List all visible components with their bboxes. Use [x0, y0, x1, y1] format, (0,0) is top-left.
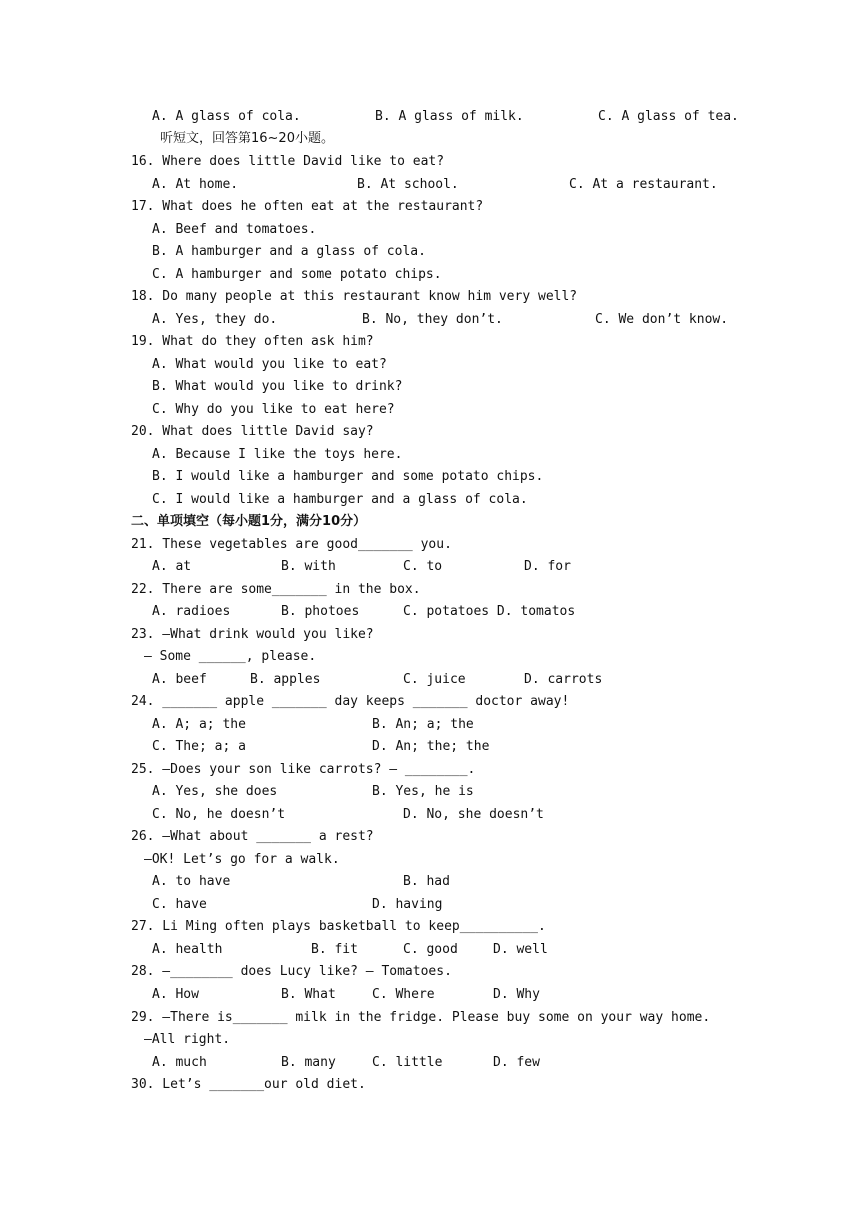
question-16: 16. Where does little David like to eat?	[131, 154, 445, 169]
option-b: B. photoes	[281, 604, 360, 619]
option-b: B. apples	[250, 672, 321, 687]
option-d: D. well	[493, 942, 548, 957]
option-c: C. Where	[372, 987, 435, 1002]
option-b: B. many	[281, 1055, 336, 1070]
option-b: B. What would you like to drink?	[152, 379, 403, 394]
option-c: C. juice	[403, 672, 466, 687]
option-a: A. health	[152, 942, 223, 957]
option-c: C. At a restaurant.	[569, 177, 718, 192]
option-d: D. No, she doesn’t	[403, 807, 544, 822]
question-28: 28. —________ does Lucy like? — Tomatoes.	[131, 964, 452, 979]
option-b: B. A glass of milk.	[375, 109, 524, 124]
dialogue-line: —All right.	[144, 1032, 231, 1047]
option-a: A. A; a; the	[152, 717, 246, 732]
option-b: B. Yes, he is	[372, 784, 474, 799]
option-c: C. A glass of tea.	[598, 109, 739, 124]
option-c: C. We don’t know.	[595, 312, 729, 327]
option-b: B. fit	[311, 942, 358, 957]
dialogue-line: — Some ______, please.	[144, 649, 317, 664]
question-17: 17. What does he often eat at the restaurant?	[131, 199, 484, 214]
option-d: D. Why	[493, 987, 540, 1002]
option-c: C. Why do you like to eat here?	[152, 402, 395, 417]
option-a: A. At home.	[152, 177, 239, 192]
option-a: A. Beef and tomatoes.	[152, 222, 317, 237]
option-d: D. having	[372, 897, 443, 912]
option-d: D. for	[524, 559, 571, 574]
question-19: 19. What do they often ask him?	[131, 334, 374, 349]
option-a: A. Because I like the toys here.	[152, 447, 403, 462]
option-d: D. An; the; the	[372, 739, 490, 754]
option-c: C. I would like a hamburger and a glass of cola.	[152, 492, 528, 507]
question-30: 30. Let’s _______our old diet.	[131, 1077, 366, 1092]
option-b: B. had	[403, 874, 450, 889]
question-23: 23. —What drink would you like?	[131, 627, 374, 642]
option-a: A. beef	[152, 672, 207, 687]
question-21: 21. These vegetables are good_______ you.	[131, 537, 452, 552]
question-20: 20. What does little David say?	[131, 424, 374, 439]
option-c: C. little	[372, 1055, 443, 1070]
option-a: A. How	[152, 987, 199, 1002]
option-a: A. much	[152, 1055, 207, 1070]
option-b: B. I would like a hamburger and some potato chips.	[152, 469, 544, 484]
option-c: C. to	[403, 559, 443, 574]
option-a: A. Yes, she does	[152, 784, 278, 799]
question-25: 25. —Does your son like carrots? — ________.	[131, 762, 476, 777]
option-c: C. A hamburger and some potato chips.	[152, 267, 442, 282]
option-b: B. A hamburger and a glass of cola.	[152, 244, 426, 259]
option-a: A. radioes	[152, 604, 231, 619]
question-27: 27. Li Ming often plays basketball to keep__________.	[131, 919, 546, 934]
option-a: A. at	[152, 559, 192, 574]
question-18: 18. Do many people at this restaurant know him very well?	[131, 289, 578, 304]
option-d: D. few	[493, 1055, 540, 1070]
section-instruction: 听短文，回答第16~20小题。	[160, 131, 334, 146]
section-heading: 二、单项填空（每小题1分，满分10分）	[131, 514, 367, 529]
option-c: C. have	[152, 897, 207, 912]
option-b: B. with	[281, 559, 336, 574]
option-c: C. The; a; a	[152, 739, 246, 754]
option-b: B. At school.	[357, 177, 459, 192]
dialogue-line: —OK! Let’s go for a walk.	[144, 852, 340, 867]
option-a: A. What would you like to eat?	[152, 357, 387, 372]
option-c: C. good	[403, 942, 458, 957]
option-d: D. carrots	[524, 672, 603, 687]
option-a: A. to have	[152, 874, 231, 889]
question-24: 24. _______ apple _______ day keeps _______ doctor away!	[131, 694, 570, 709]
option-c: C. potatoes D. tomatos	[403, 604, 576, 619]
option-b: B. No, they don’t.	[362, 312, 503, 327]
option-c: C. No, he doesn’t	[152, 807, 286, 822]
question-26: 26. —What about _______ a rest?	[131, 829, 374, 844]
option-b: B. What	[281, 987, 336, 1002]
option-b: B. An; a; the	[372, 717, 474, 732]
option-a: A. Yes, they do.	[152, 312, 278, 327]
option-a: A. A glass of cola.	[152, 109, 301, 124]
question-29: 29. —There is_______ milk in the fridge. Please buy some on your way home.	[131, 1010, 711, 1025]
question-22: 22. There are some_______ in the box.	[131, 582, 421, 597]
